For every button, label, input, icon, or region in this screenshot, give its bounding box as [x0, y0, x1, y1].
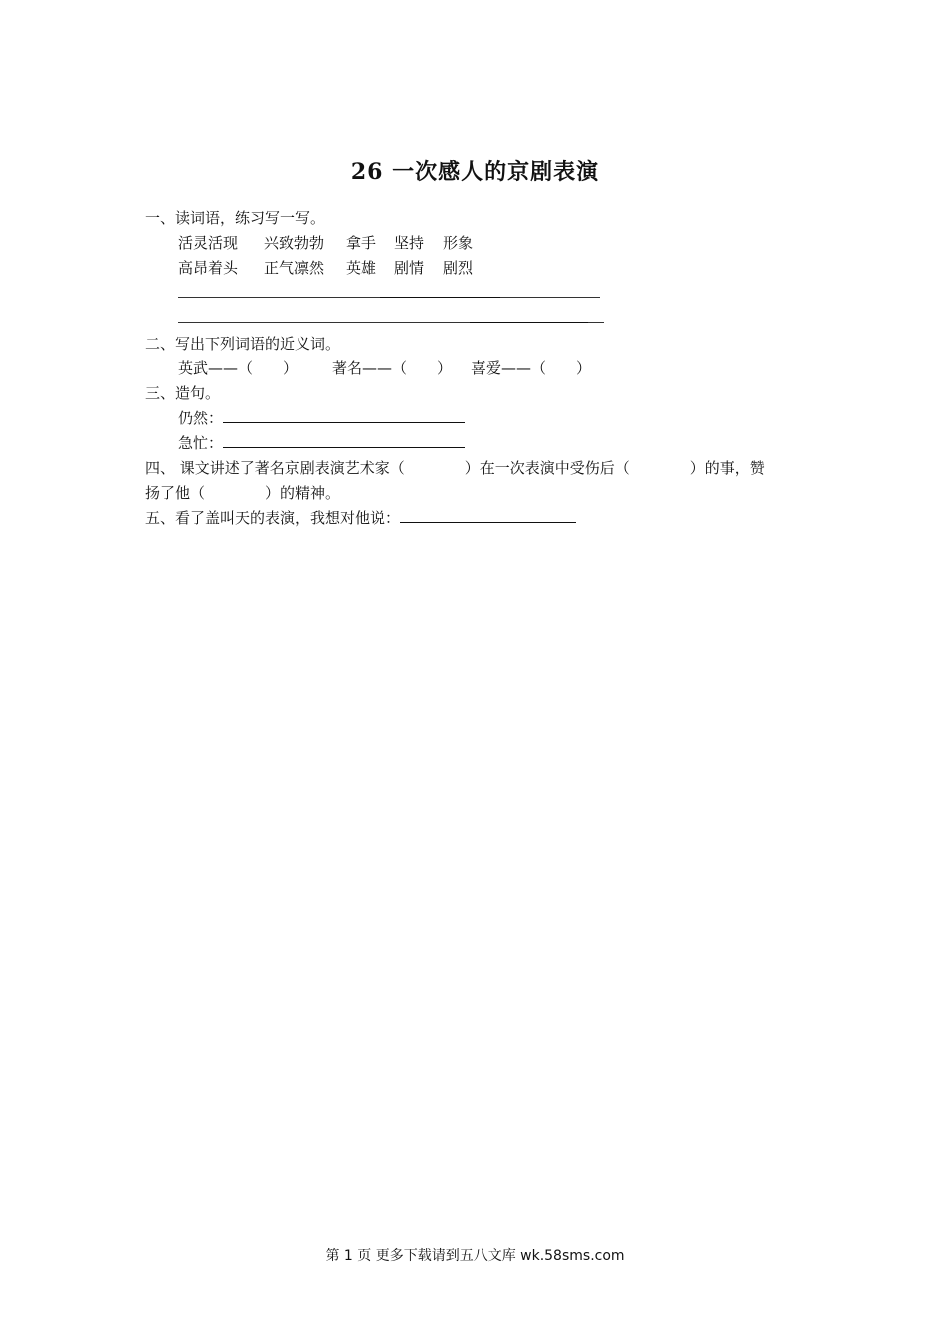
word: 兴致勃勃 [264, 234, 325, 252]
page-title: 26 一次感人的京剧表演 [350, 159, 600, 185]
word: 坚持 [394, 234, 425, 252]
word: 正气凛然 [264, 259, 325, 277]
q1-word-row-2 [178, 258, 473, 278]
word: 剧情 [394, 259, 425, 277]
sentence-word: 急忙： [178, 434, 224, 452]
word: 形象 [443, 234, 474, 252]
word: 英雄 [346, 259, 377, 277]
answer-blank[interactable] [223, 408, 465, 423]
q1-word-row-1 [178, 233, 473, 253]
sentence-word: 仍然： [178, 409, 224, 427]
q1-heading: 一、读词语，练习写一写。 [145, 209, 326, 227]
q3-sentence-2 [178, 433, 465, 453]
q4-line-1: 四、 课文讲述了著名京剧表演艺术家（ ）在一次表演中受伤后（ ）的事，赞 [145, 459, 765, 477]
synonym-item: 著名——（ ） [332, 359, 453, 377]
word: 高昂着头 [178, 259, 239, 277]
answer-blank[interactable] [400, 508, 576, 523]
q2-heading: 二、写出下列词语的近义词。 [145, 335, 341, 353]
q3-heading: 三、造句。 [145, 384, 221, 402]
q2-items [178, 358, 591, 378]
writing-line-bold-segment [470, 322, 588, 323]
writing-line-bold-segment [380, 297, 500, 298]
q4-line-2: 扬了他（ ）的精神。 [145, 484, 341, 502]
word: 拿手 [346, 234, 377, 252]
answer-blank[interactable] [223, 433, 465, 448]
word: 活灵活现 [178, 234, 239, 252]
q5-line [145, 508, 576, 528]
page-footer: 第 1 页 更多下载请到五八文库 wk.58sms.com [325, 1248, 625, 1264]
word: 剧烈 [443, 259, 474, 277]
synonym-item: 喜爱——（ ） [471, 359, 592, 377]
q3-sentence-1 [178, 408, 465, 428]
synonym-item: 英武——（ ） [178, 359, 299, 377]
q5-text: 五、看了盖叫天的表演，我想对他说： [145, 509, 401, 527]
